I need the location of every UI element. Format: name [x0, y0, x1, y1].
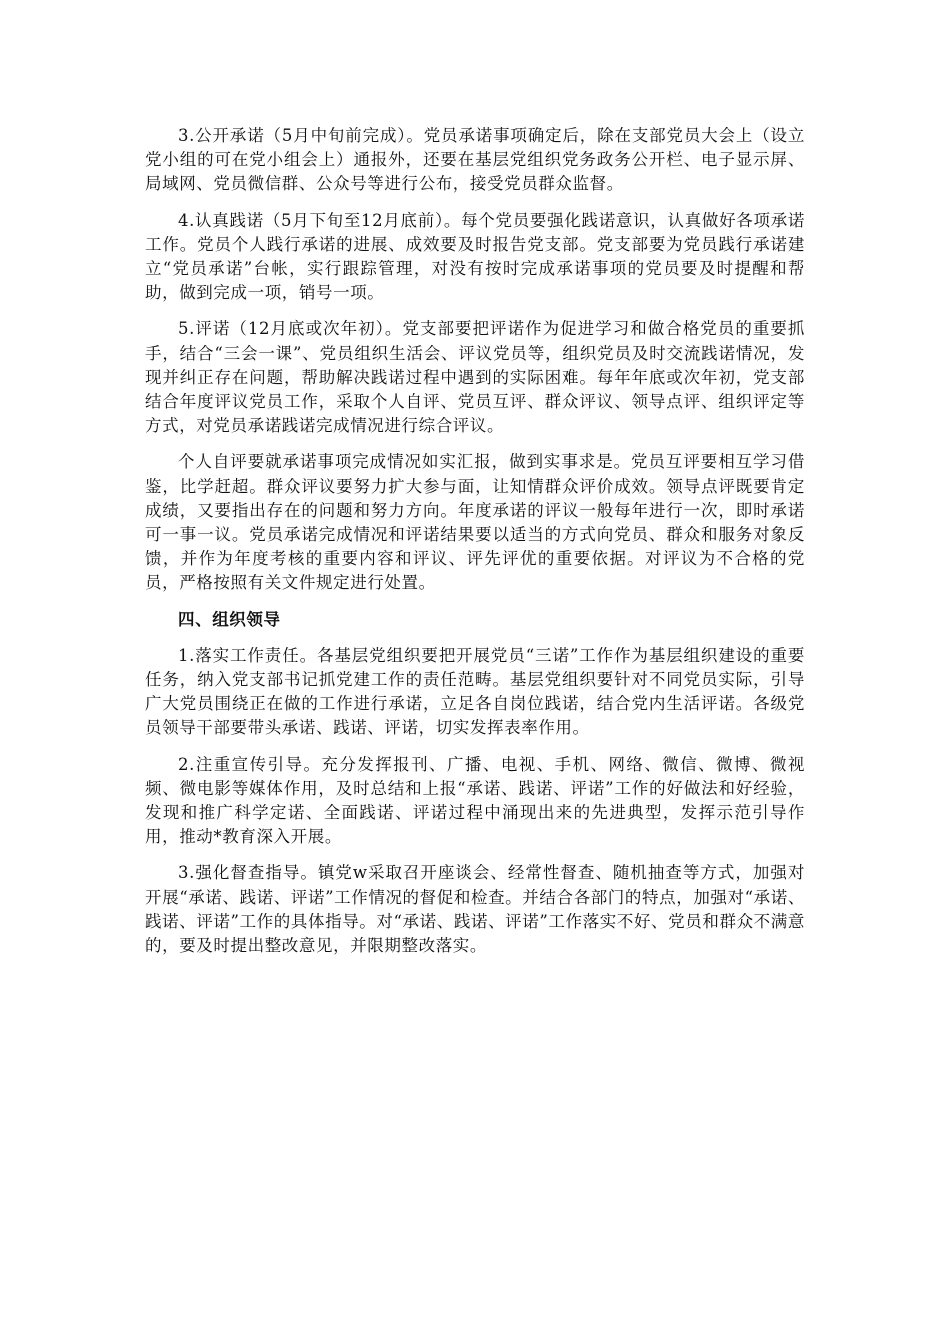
paragraph-evaluate-commitment: 5.评诺（12月底或次年初）。党支部要把评诺作为促进学习和做合格党员的重要抓手，结合“三会一课”、党员组织生活会、评议党员等，组织党员及时交流践诺情况，发现并纠正存在问题，帮助解决践诺过程中遇到的实际困难。每年年底或次年初，党支部结合年度评议党员工作，采取个人自评、党员互评、群众评议、领导点评、组织评定等方式，对党员承诺践诺完成情况进行综合评议。: [145, 319, 805, 436]
section-heading-organization-leadership: 四、组织领导: [178, 609, 281, 629]
document-body: [145, 124, 805, 970]
paragraph-publicity-guidance: 2.注重宣传引导。充分发挥报刊、广播、电视、手机、网络、微信、微博、微视频、微电影等媒体作用，及时总结和上报“承诺、践诺、评诺”工作的好做法和好经验，发现和推广科学定诺、全面践诺、评诺过程中涌现出来的先进典型，发挥示范引导作用，推动*教育深入开展。: [145, 754, 805, 847]
paragraph-public-commitment: 3.公开承诺（5月中旬前完成）。党员承诺事项确定后，除在支部党员大会上（设立党小组的可在党小组会上）通报外，还要在基层党组织党务政务公开栏、电子显示屏、局域网、党员微信群、公众号等进行公布，接受党员群众监督。: [145, 126, 805, 194]
paragraph-supervision-guidance: 3.强化督查指导。镇党w采取召开座谈会、经常性督查、随机抽查等方式，加强对开展“承诺、践诺、评诺”工作情况的督促和检查。并结合各部门的特点，加强对“承诺、践诺、评诺”工作的具体指导。对“承诺、践诺、评诺”工作落实不好、党员和群众不满意的，要及时提出整改意见，并限期整改落实。: [145, 863, 805, 956]
paragraph-self-evaluation: 个人自评要就承诺事项完成情况如实汇报，做到实事求是。党员互评要相互学习借鉴，比学赶超。群众评议要努力扩大参与面，让知情群众评价成效。领导点评既要肯定成绩，又要指出存在的问题和努力方向。年度承诺的评议一般每年进行一次，即时承诺可一事一议。党员承诺完成情况和评诺结果要以适当的方式向党员、群众和服务对象反馈，并作为年度考核的重要内容和评议、评先评优的重要依据。对评议为不合格的党员，严格按照有关文件规定进行处置。: [145, 452, 805, 593]
paragraph-implement-responsibility: 1.落实工作责任。各基层党组织要把开展党员“三诺”工作作为基层组织建设的重要任务，纳入党支部书记抓党建工作的责任范畴。基层党组织要针对不同党员实际，引导广大党员围绕正在做的工作进行承诺，立足各自岗位践诺，结合党内生活评诺。各级党员领导干部要带头承诺、践诺、评诺，切实发挥表率作用。: [145, 645, 805, 738]
paragraph-fulfill-commitment: 4.认真践诺（5月下旬至12月底前）。每个党员要强化践诺意识，认真做好各项承诺工作。党员个人践行承诺的进展、成效要及时报告党支部。党支部要为党员践行承诺建立“党员承诺”台帐，实行跟踪管理，对没有按时完成承诺事项的党员要及时提醒和帮助，做到完成一项，销号一项。: [145, 210, 805, 303]
